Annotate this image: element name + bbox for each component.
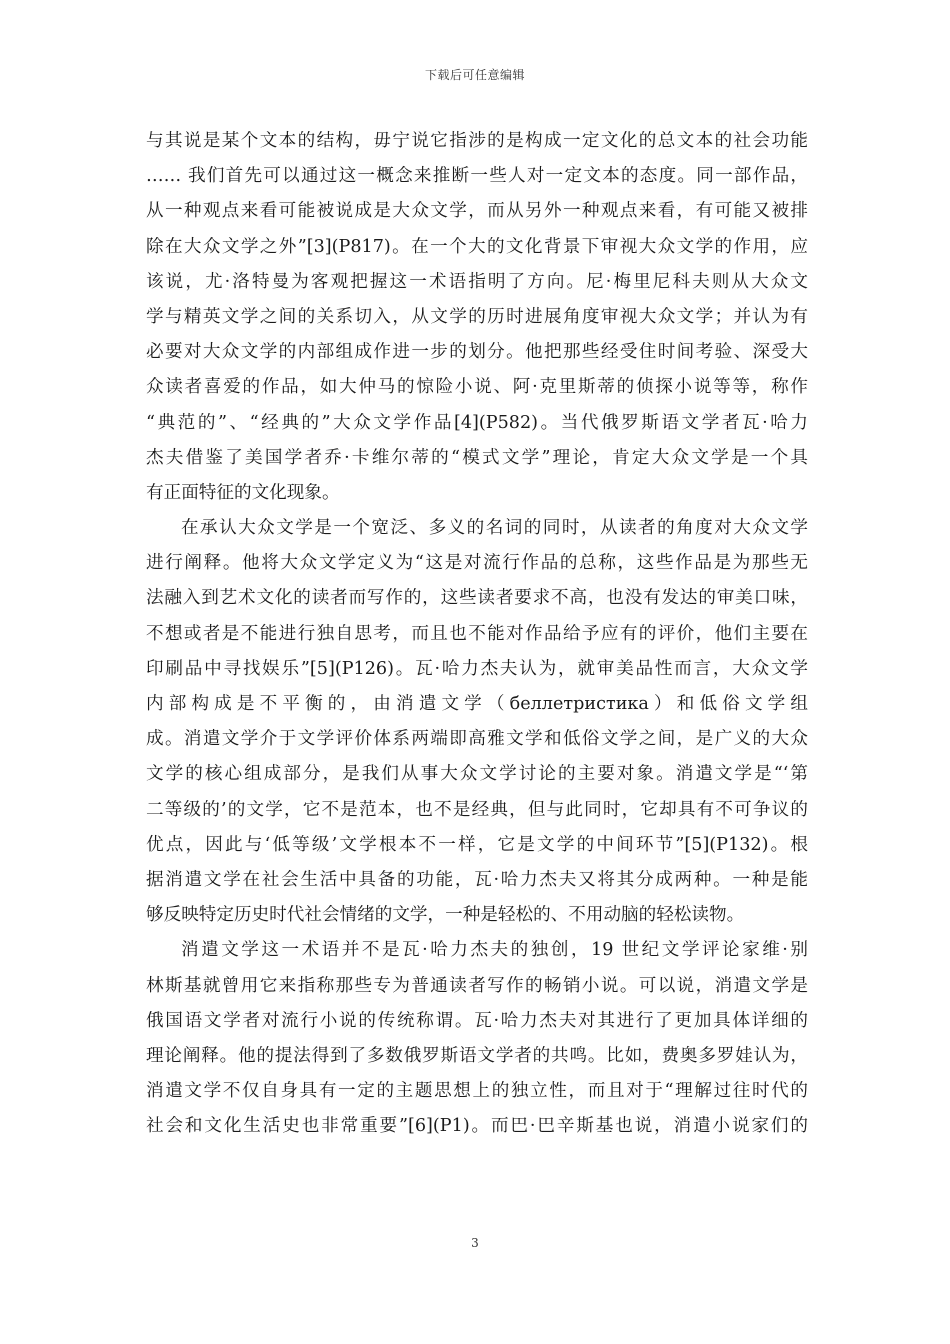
page-number: 3: [471, 1236, 479, 1250]
text-line: 进行阐释。他将大众文学定义为“这是对流行作品的总称，这些作品是为那些无: [146, 553, 808, 574]
document-body: [146, 124, 808, 1144]
text-line: 消遣文学这一术语并不是瓦·哈力杰夫的独创，19 世纪文学评论家维·别: [181, 940, 808, 961]
text-line: 在承认大众文学是一个宽泛、多义的名词的同时，从读者的角度对大众文学: [181, 518, 808, 539]
text-line: 必要对大众文学的内部组成作进一步的划分。他把那些经受住时间考验、深受大: [146, 342, 808, 363]
text-line: 林斯基就曾用它来指称那些专为普通读者写作的畅销小说。可以说，消遣文学是: [146, 975, 808, 996]
text-line: 据消遣文学在社会生活中具备的功能，瓦·哈力杰夫又将其分成两种。一种是能: [146, 869, 808, 890]
text-line: 印刷品中寻找娱乐”[5](P126)。瓦·哈力杰夫认为，就审美品性而言，大众文学: [146, 658, 808, 679]
text-line: 除在大众文学之外”[3](P817)。在一个大的文化背景下审视大众文学的作用，应: [146, 236, 808, 257]
text-line: 学与精英文学之间的关系切入，从文学的历时进展角度审视大众文学；并认为有: [146, 306, 808, 327]
text-line: 与其说是某个文本的结构，毋宁说它指涉的是构成一定文化的总文本的社会功能: [146, 131, 808, 151]
text-line: 二等级的’的文学，它不是范本，也不是经典，但与此同时，它却具有不可争议的: [146, 799, 808, 820]
text-line: 该说，尤·洛特曼为客观把握这一术语指明了方向。尼·梅里尼科夫则从大众文: [146, 271, 808, 292]
text-line: 成。消遣文学介于文学评价体系两端即高雅文学和低俗文学之间，是广义的大众: [146, 729, 808, 750]
text-line: …… 我们首先可以通过这一概念来推断一些人对一定文本的态度。同一部作品，: [146, 166, 808, 187]
text-line: 众读者喜爱的作品，如大仲马的惊险小说、阿·克里斯蒂的侦探小说等等，称作: [146, 377, 808, 398]
text-line: 消遣文学不仅自身具有一定的主题思想上的独立性，而且对于“理解过往时代的: [146, 1081, 808, 1102]
text-line: “典范的”、“经典的”大众文学作品[4](P582)。当代俄罗斯语文学者瓦·哈力: [146, 412, 808, 433]
text-line: 有正面特征的文化现象。: [146, 482, 340, 503]
text-line: 文学的核心组成部分，是我们从事大众文学讨论的主要对象。消遣文学是“‘第: [146, 764, 808, 785]
text-line: 优点，因此与‘低等级’文学根本不一样，它是文学的中间环节”[5](P132)。根: [146, 834, 808, 855]
text-line: 够反映特定历史时代社会情绪的文学，一种是轻松的、不用动脑的轻松读物。: [146, 905, 745, 926]
text-line: 俄国语文学者对流行小说的传统称谓。瓦·哈力杰夫对其进行了更加具体详细的: [146, 1010, 808, 1031]
text-line: 杰夫借鉴了美国学者乔·卡维尔蒂的“模式文学”理论，肯定大众文学是一个具: [146, 447, 808, 468]
page-header-note: 下载后可任意编辑: [424, 68, 525, 82]
text-line: 理论阐释。他的提法得到了多数俄罗斯语文学者的共鸣。比如，费奥多罗娃认为，: [146, 1045, 808, 1066]
text-line: 社会和文化生活史也非常重要”[6](P1)。而巴·巴辛斯基也说，消遣小说家们的: [146, 1116, 808, 1137]
text-line: 不想或者是不能进行独自思考，而且也不能对作品给予应有的评价，他们主要在: [146, 623, 808, 644]
text-line: 从一种观点来看可能被说成是大众文学，而从另外一种观点来看，有可能又被排: [146, 201, 808, 222]
text-line: 法融入到艺术文化的读者而写作的，这些读者要求不高，也没有发达的审美口味，: [146, 588, 808, 609]
text-line: 内部构成是不平衡的，由消遣文学（беллетристика）和低俗文学组: [146, 694, 808, 714]
